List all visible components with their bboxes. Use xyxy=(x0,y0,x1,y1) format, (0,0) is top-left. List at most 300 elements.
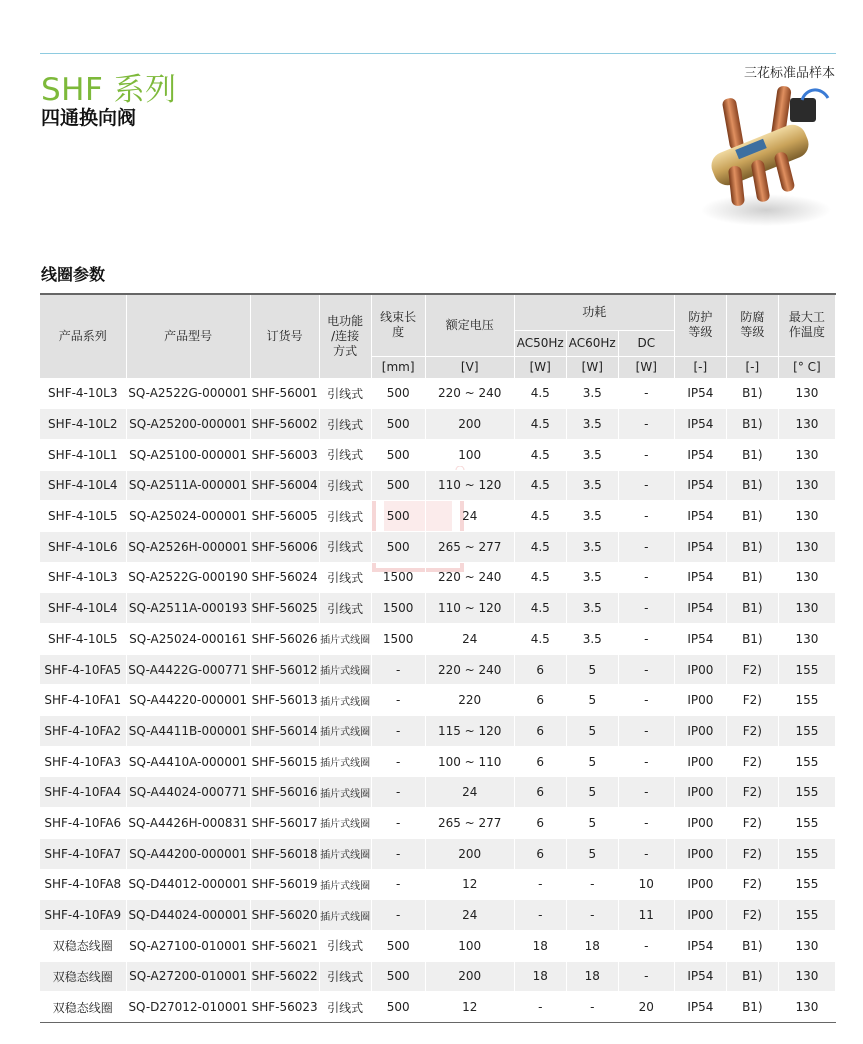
cell-order-no: SHF-56016 xyxy=(250,777,319,808)
cell-anticorrosion: F2) xyxy=(726,869,778,900)
cell-order-no: SHF-56023 xyxy=(250,992,319,1023)
cell-lead-length: 500 xyxy=(371,409,425,440)
cell-max-temp: 155 xyxy=(778,685,835,716)
cell-dc: 20 xyxy=(618,992,674,1023)
cell-voltage: 200 xyxy=(425,961,514,992)
cell-max-temp: 130 xyxy=(778,470,835,501)
col-header-anticorrosion: 防腐 等级 xyxy=(726,294,778,356)
cell-connection: 插片式线圈 xyxy=(319,838,371,869)
col-header-ac50: AC50Hz xyxy=(514,330,566,356)
cell-connection: 引线式 xyxy=(319,531,371,562)
cell-family: SHF-4-10FA4 xyxy=(40,777,126,808)
cell-dc: - xyxy=(618,808,674,839)
col-header-connection: 电功能 /连接 方式 xyxy=(319,294,371,378)
cell-model: SQ-A2526H-000001 xyxy=(126,531,250,562)
cell-lead-length: 500 xyxy=(371,961,425,992)
cell-lead-length: - xyxy=(371,838,425,869)
table-row xyxy=(40,501,836,532)
cell-connection: 插片式线圈 xyxy=(319,746,371,777)
cell-ac50: - xyxy=(514,900,566,931)
cell-order-no: SHF-56001 xyxy=(250,378,319,409)
cell-ac60: 3.5 xyxy=(566,562,618,593)
cell-dc: - xyxy=(618,838,674,869)
cell-lead-length: 500 xyxy=(371,992,425,1023)
cell-ac50: 4.5 xyxy=(514,531,566,562)
table-row xyxy=(40,470,836,501)
table-row xyxy=(40,685,836,716)
cell-ac50: 6 xyxy=(514,654,566,685)
cell-anticorrosion: F2) xyxy=(726,685,778,716)
table-row xyxy=(40,654,836,685)
cell-ac60: 5 xyxy=(566,838,618,869)
cell-family: SHF-4-10FA9 xyxy=(40,900,126,931)
cell-ac60: 5 xyxy=(566,716,618,747)
cell-model: SQ-A2522G-000190 xyxy=(126,562,250,593)
cell-max-temp: 130 xyxy=(778,531,835,562)
cell-anticorrosion: F2) xyxy=(726,654,778,685)
cell-anticorrosion: B1) xyxy=(726,593,778,624)
cell-anticorrosion: F2) xyxy=(726,808,778,839)
cell-lead-length: - xyxy=(371,808,425,839)
cell-ac60: - xyxy=(566,869,618,900)
cell-ac50: 6 xyxy=(514,777,566,808)
cell-max-temp: 155 xyxy=(778,838,835,869)
cell-order-no: SHF-56018 xyxy=(250,838,319,869)
cell-ac50: - xyxy=(514,869,566,900)
cell-order-no: SHF-56022 xyxy=(250,961,319,992)
product-subtitle: 四通换向阀 xyxy=(41,107,137,129)
cell-protection: IP54 xyxy=(674,409,726,440)
cell-ac60: 5 xyxy=(566,685,618,716)
cell-connection: 引线式 xyxy=(319,470,371,501)
cell-family: SHF-4-10FA6 xyxy=(40,808,126,839)
unit-ac50: [W] xyxy=(514,356,566,378)
cell-order-no: SHF-56006 xyxy=(250,531,319,562)
header-rule xyxy=(40,53,836,54)
table-row xyxy=(40,409,836,440)
cell-dc: - xyxy=(618,685,674,716)
cell-ac60: 3.5 xyxy=(566,439,618,470)
table-row xyxy=(40,961,836,992)
cell-protection: IP54 xyxy=(674,470,726,501)
cell-max-temp: 155 xyxy=(778,900,835,931)
cell-model: SQ-A44024-000771 xyxy=(126,777,250,808)
table-row xyxy=(40,531,836,562)
cell-connection: 引线式 xyxy=(319,439,371,470)
cell-family: SHF-4-10L4 xyxy=(40,593,126,624)
cell-dc: - xyxy=(618,562,674,593)
cell-dc: - xyxy=(618,409,674,440)
cell-ac50: 4.5 xyxy=(514,562,566,593)
cell-voltage: 115 ~ 120 xyxy=(425,716,514,747)
cell-max-temp: 155 xyxy=(778,654,835,685)
series-title: SHF 系列 xyxy=(41,72,177,108)
cell-max-temp: 130 xyxy=(778,593,835,624)
table-row xyxy=(40,869,836,900)
cell-max-temp: 155 xyxy=(778,716,835,747)
cell-voltage: 24 xyxy=(425,777,514,808)
cell-ac60: 18 xyxy=(566,930,618,961)
cell-ac60: 3.5 xyxy=(566,593,618,624)
cell-max-temp: 130 xyxy=(778,409,835,440)
table-row xyxy=(40,992,836,1023)
cell-ac50: 4.5 xyxy=(514,593,566,624)
cell-voltage: 110 ~ 120 xyxy=(425,593,514,624)
cell-order-no: SHF-56015 xyxy=(250,746,319,777)
cell-protection: IP00 xyxy=(674,777,726,808)
col-header-order-no: 订货号 xyxy=(250,294,319,378)
cell-max-temp: 130 xyxy=(778,961,835,992)
cell-connection: 引线式 xyxy=(319,992,371,1023)
cell-max-temp: 130 xyxy=(778,562,835,593)
cell-order-no: SHF-56019 xyxy=(250,869,319,900)
cell-protection: IP54 xyxy=(674,930,726,961)
cell-model: SQ-A4422G-000771 xyxy=(126,654,250,685)
cell-max-temp: 155 xyxy=(778,777,835,808)
cell-family: SHF-4-10FA5 xyxy=(40,654,126,685)
table-row xyxy=(40,624,836,655)
cell-lead-length: - xyxy=(371,654,425,685)
cell-dc: - xyxy=(618,439,674,470)
unit-protection: [-] xyxy=(674,356,726,378)
cell-anticorrosion: B1) xyxy=(726,531,778,562)
cell-lead-length: 1500 xyxy=(371,624,425,655)
cell-order-no: SHF-56025 xyxy=(250,593,319,624)
cell-protection: IP00 xyxy=(674,685,726,716)
cell-family: SHF-4-10FA3 xyxy=(40,746,126,777)
table-row xyxy=(40,777,836,808)
cell-max-temp: 130 xyxy=(778,992,835,1023)
cell-protection: IP00 xyxy=(674,900,726,931)
cell-connection: 引线式 xyxy=(319,930,371,961)
cell-lead-length: 500 xyxy=(371,439,425,470)
cell-model: SQ-A2511A-000193 xyxy=(126,593,250,624)
cell-ac50: 6 xyxy=(514,746,566,777)
cell-anticorrosion: B1) xyxy=(726,409,778,440)
cell-protection: IP00 xyxy=(674,869,726,900)
cell-max-temp: 155 xyxy=(778,746,835,777)
cell-ac60: 3.5 xyxy=(566,470,618,501)
cell-lead-length: 500 xyxy=(371,470,425,501)
cell-dc: - xyxy=(618,961,674,992)
cell-voltage: 220 ~ 240 xyxy=(425,654,514,685)
cell-max-temp: 130 xyxy=(778,501,835,532)
cell-ac50: 4.5 xyxy=(514,439,566,470)
table-row xyxy=(40,838,836,869)
cell-order-no: SHF-56003 xyxy=(250,439,319,470)
cell-connection: 插片式线圈 xyxy=(319,808,371,839)
cell-lead-length: 500 xyxy=(371,930,425,961)
cell-voltage: 100 ~ 110 xyxy=(425,746,514,777)
cell-family: SHF-4-10L4 xyxy=(40,470,126,501)
cell-protection: IP54 xyxy=(674,961,726,992)
cell-model: SQ-A25200-000001 xyxy=(126,409,250,440)
cell-protection: IP54 xyxy=(674,501,726,532)
cell-anticorrosion: B1) xyxy=(726,501,778,532)
cell-voltage: 24 xyxy=(425,501,514,532)
unit-anticorrosion: [-] xyxy=(726,356,778,378)
cell-ac60: - xyxy=(566,992,618,1023)
cell-voltage: 220 ~ 240 xyxy=(425,378,514,409)
cell-dc: - xyxy=(618,777,674,808)
cell-model: SQ-A44220-000001 xyxy=(126,685,250,716)
cell-model: SQ-A25024-000161 xyxy=(126,624,250,655)
cell-order-no: SHF-56005 xyxy=(250,501,319,532)
cell-order-no: SHF-56020 xyxy=(250,900,319,931)
table-row xyxy=(40,930,836,961)
cell-dc: - xyxy=(618,501,674,532)
col-header-ac60: AC60Hz xyxy=(566,330,618,356)
cell-lead-length: - xyxy=(371,777,425,808)
table-body xyxy=(40,378,836,1022)
cell-voltage: 265 ~ 277 xyxy=(425,531,514,562)
table-row xyxy=(40,439,836,470)
cell-order-no: SHF-56024 xyxy=(250,562,319,593)
cell-anticorrosion: B1) xyxy=(726,470,778,501)
cell-lead-length: 500 xyxy=(371,378,425,409)
cell-family: 双稳态线圈 xyxy=(40,961,126,992)
cell-order-no: SHF-56013 xyxy=(250,685,319,716)
cell-model: SQ-A44200-000001 xyxy=(126,838,250,869)
cell-protection: IP54 xyxy=(674,439,726,470)
cell-ac50: 4.5 xyxy=(514,624,566,655)
cell-ac60: 18 xyxy=(566,961,618,992)
cell-order-no: SHF-56017 xyxy=(250,808,319,839)
col-header-voltage: 额定电压 xyxy=(425,294,514,356)
cell-ac60: 3.5 xyxy=(566,531,618,562)
cell-model: SQ-A27200-010001 xyxy=(126,961,250,992)
cell-model: SQ-D44024-000001 xyxy=(126,900,250,931)
cell-anticorrosion: F2) xyxy=(726,838,778,869)
col-header-protection: 防护 等级 xyxy=(674,294,726,356)
cell-family: SHF-4-10FA2 xyxy=(40,716,126,747)
cell-anticorrosion: B1) xyxy=(726,378,778,409)
cell-voltage: 24 xyxy=(425,624,514,655)
col-header-max-temp: 最大工 作温度 xyxy=(778,294,835,356)
cell-order-no: SHF-56021 xyxy=(250,930,319,961)
section-title: 线圈参数 xyxy=(41,265,106,284)
cell-anticorrosion: F2) xyxy=(726,716,778,747)
cell-max-temp: 130 xyxy=(778,378,835,409)
cell-ac60: 5 xyxy=(566,746,618,777)
table-row xyxy=(40,808,836,839)
cell-order-no: SHF-56004 xyxy=(250,470,319,501)
cell-lead-length: 500 xyxy=(371,501,425,532)
cell-model: SQ-A4426H-000831 xyxy=(126,808,250,839)
cell-ac50: 6 xyxy=(514,685,566,716)
col-header-dc: DC xyxy=(618,330,674,356)
cell-protection: IP54 xyxy=(674,624,726,655)
cell-family: SHF-4-10L6 xyxy=(40,531,126,562)
cell-lead-length: 500 xyxy=(371,531,425,562)
cell-dc: - xyxy=(618,624,674,655)
cell-voltage: 220 xyxy=(425,685,514,716)
cell-voltage: 220 ~ 240 xyxy=(425,562,514,593)
cell-connection: 插片式线圈 xyxy=(319,685,371,716)
cell-voltage: 200 xyxy=(425,838,514,869)
cell-voltage: 100 xyxy=(425,439,514,470)
unit-dc: [W] xyxy=(618,356,674,378)
cell-anticorrosion: B1) xyxy=(726,562,778,593)
cell-family: SHF-4-10FA8 xyxy=(40,869,126,900)
cell-protection: IP00 xyxy=(674,746,726,777)
cell-family: SHF-4-10FA7 xyxy=(40,838,126,869)
cell-max-temp: 155 xyxy=(778,869,835,900)
cell-connection: 插片式线圈 xyxy=(319,900,371,931)
cell-order-no: SHF-56014 xyxy=(250,716,319,747)
cell-lead-length: - xyxy=(371,900,425,931)
cell-anticorrosion: F2) xyxy=(726,746,778,777)
cell-ac60: 3.5 xyxy=(566,409,618,440)
cell-voltage: 265 ~ 277 xyxy=(425,808,514,839)
cell-connection: 引线式 xyxy=(319,593,371,624)
cell-max-temp: 130 xyxy=(778,930,835,961)
cell-ac60: 5 xyxy=(566,808,618,839)
unit-max-temp: [° C] xyxy=(778,356,835,378)
cell-ac50: 4.5 xyxy=(514,501,566,532)
cell-ac50: 4.5 xyxy=(514,409,566,440)
cell-connection: 引线式 xyxy=(319,409,371,440)
cell-connection: 插片式线圈 xyxy=(319,716,371,747)
four-way-valve-image xyxy=(696,80,836,230)
cell-ac60: 3.5 xyxy=(566,378,618,409)
cell-dc: - xyxy=(618,470,674,501)
cell-family: SHF-4-10L1 xyxy=(40,439,126,470)
cell-lead-length: 1500 xyxy=(371,593,425,624)
cell-connection: 引线式 xyxy=(319,378,371,409)
cell-model: SQ-A4411B-000001 xyxy=(126,716,250,747)
cell-dc: - xyxy=(618,378,674,409)
cell-protection: IP54 xyxy=(674,378,726,409)
cell-anticorrosion: B1) xyxy=(726,624,778,655)
cell-dc: - xyxy=(618,716,674,747)
cell-family: SHF-4-10L3 xyxy=(40,378,126,409)
table-row xyxy=(40,562,836,593)
cell-protection: IP00 xyxy=(674,838,726,869)
table-row xyxy=(40,716,836,747)
table-row xyxy=(40,378,836,409)
col-header-family: 产品系列 xyxy=(40,294,126,378)
cell-voltage: 200 xyxy=(425,409,514,440)
cell-voltage: 12 xyxy=(425,869,514,900)
cell-family: 双稳态线圈 xyxy=(40,992,126,1023)
col-header-lead-length: 线束长 度 xyxy=(371,294,425,356)
cell-ac60: 5 xyxy=(566,654,618,685)
cell-lead-length: - xyxy=(371,716,425,747)
cell-dc: 10 xyxy=(618,869,674,900)
cell-anticorrosion: B1) xyxy=(726,992,778,1023)
cell-anticorrosion: B1) xyxy=(726,961,778,992)
cell-family: SHF-4-10FA1 xyxy=(40,685,126,716)
cell-dc: - xyxy=(618,746,674,777)
cell-anticorrosion: F2) xyxy=(726,900,778,931)
cell-ac50: 4.5 xyxy=(514,378,566,409)
cell-order-no: SHF-56002 xyxy=(250,409,319,440)
cell-lead-length: - xyxy=(371,685,425,716)
cell-protection: IP00 xyxy=(674,654,726,685)
cell-voltage: 110 ~ 120 xyxy=(425,470,514,501)
cell-model: SQ-A2522G-000001 xyxy=(126,378,250,409)
cell-ac60: - xyxy=(566,900,618,931)
cell-ac50: - xyxy=(514,992,566,1023)
table-row xyxy=(40,900,836,931)
cell-ac50: 6 xyxy=(514,808,566,839)
col-header-model: 产品型号 xyxy=(126,294,250,378)
cell-connection: 插片式线圈 xyxy=(319,654,371,685)
cell-model: SQ-D44012-000001 xyxy=(126,869,250,900)
cell-ac50: 4.5 xyxy=(514,470,566,501)
cell-family: SHF-4-10L2 xyxy=(40,409,126,440)
cell-family: 双稳态线圈 xyxy=(40,930,126,961)
cell-protection: IP54 xyxy=(674,562,726,593)
cell-anticorrosion: B1) xyxy=(726,930,778,961)
cell-ac60: 3.5 xyxy=(566,501,618,532)
cell-model: SQ-A27100-010001 xyxy=(126,930,250,961)
table-row xyxy=(40,593,836,624)
cell-connection: 插片式线圈 xyxy=(319,869,371,900)
cell-model: SQ-A2511A-000001 xyxy=(126,470,250,501)
cell-ac60: 3.5 xyxy=(566,624,618,655)
col-header-power: 功耗 xyxy=(514,294,674,330)
cell-lead-length: - xyxy=(371,746,425,777)
cell-order-no: SHF-56012 xyxy=(250,654,319,685)
cell-model: SQ-D27012-010001 xyxy=(126,992,250,1023)
unit-ac60: [W] xyxy=(566,356,618,378)
cell-protection: IP54 xyxy=(674,593,726,624)
cell-order-no: SHF-56026 xyxy=(250,624,319,655)
cell-ac50: 18 xyxy=(514,930,566,961)
cell-ac60: 5 xyxy=(566,777,618,808)
cell-family: SHF-4-10L5 xyxy=(40,501,126,532)
cell-connection: 引线式 xyxy=(319,501,371,532)
cell-connection: 插片式线圈 xyxy=(319,624,371,655)
cell-dc: - xyxy=(618,593,674,624)
cell-family: SHF-4-10L3 xyxy=(40,562,126,593)
cell-voltage: 100 xyxy=(425,930,514,961)
cell-connection: 引线式 xyxy=(319,562,371,593)
brand-label: 三花标准品样本 xyxy=(743,66,835,81)
cell-voltage: 12 xyxy=(425,992,514,1023)
cell-anticorrosion: F2) xyxy=(726,777,778,808)
cell-dc: - xyxy=(618,531,674,562)
cell-family: SHF-4-10L5 xyxy=(40,624,126,655)
unit-lead-length: [mm] xyxy=(371,356,425,378)
cell-model: SQ-A4410A-000001 xyxy=(126,746,250,777)
cell-connection: 插片式线圈 xyxy=(319,777,371,808)
cell-dc: 11 xyxy=(618,900,674,931)
cell-max-temp: 130 xyxy=(778,439,835,470)
table-row xyxy=(40,746,836,777)
cell-voltage: 24 xyxy=(425,900,514,931)
cell-protection: IP54 xyxy=(674,992,726,1023)
cell-ac50: 6 xyxy=(514,716,566,747)
cell-protection: IP00 xyxy=(674,716,726,747)
cell-dc: - xyxy=(618,654,674,685)
cell-ac50: 18 xyxy=(514,961,566,992)
cell-dc: - xyxy=(618,930,674,961)
cell-protection: IP54 xyxy=(674,531,726,562)
cell-model: SQ-A25024-000001 xyxy=(126,501,250,532)
cell-lead-length: 1500 xyxy=(371,562,425,593)
cell-max-temp: 130 xyxy=(778,624,835,655)
cell-model: SQ-A25100-000001 xyxy=(126,439,250,470)
cell-max-temp: 155 xyxy=(778,808,835,839)
cell-connection: 引线式 xyxy=(319,961,371,992)
cell-protection: IP00 xyxy=(674,808,726,839)
cell-anticorrosion: B1) xyxy=(726,439,778,470)
cell-ac50: 6 xyxy=(514,838,566,869)
unit-voltage: [V] xyxy=(425,356,514,378)
